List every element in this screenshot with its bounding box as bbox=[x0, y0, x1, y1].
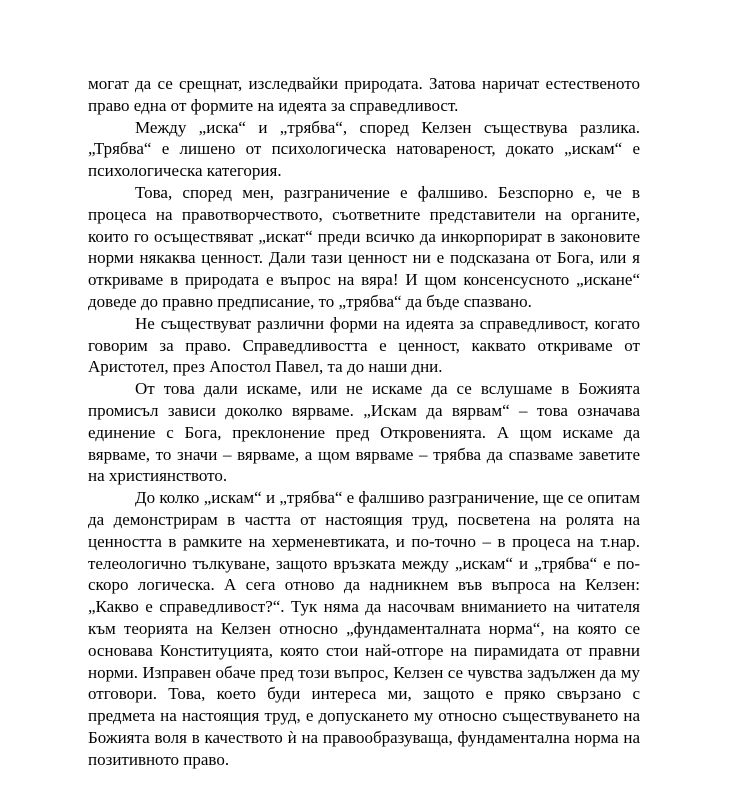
paragraph-3: Това, според мен, разграничение е фалшиво. Безспорно е, че в процеса на правотворчеството, съответните представители на органите, които го осъществяват „искат“ преди всичко да инкорпорират в законовите норми някаква ценност. Дали тази ценност ни е подсказана от Бога, или я откриваме в природата е въпрос на вяра! И щом консенсусното „искане“ доведе до правно предписание, то „трябва“ да бъде спазвано. bbox=[88, 182, 640, 311]
paragraph-4: Не съществуват различни форми на идеята за справедливост, когато говорим за право. Справедливостта е ценност, каквато откриваме от Аристотел, през Апостол Павел, та до наши дни. bbox=[88, 313, 640, 377]
paragraph-6: До колко „искам“ и „трябва“ е фалшиво разграничение, ще се опитам да демонстрирам в частта от настоящия труд, посветена на ролята на ценността в рамките на херменевтиката, и по-точно – в процеса на т.нар. телеологично тълкуване, защото връзката между „искам“ и „трябва“ е по-скоро логическа. А сега отново да надникнем във въпроса на Келзен: „Какво е справедливост?“. Тук няма да насочвам вниманието на читателя към теорията на Келзен относно „фундаменталната норма“, на която се основава Конституцията, която стои най-отгоре на пирамидата от правни норми. Изправен обаче пред този въпрос, Келзен се чувства задължен да му отговори. Това, което буди интереса ми, защото е пряко свързано с предмета на настоящия труд, е допускането му относно съществуването на Божията воля в качеството ѝ на правообразуваща, фундаментална норма на позитивното право. bbox=[88, 488, 640, 769]
paragraph-5: От това дали искаме, или не искаме да се вслушаме в Божията промисъл зависи доколко вярваме. „Искам да вярвам“ – това означава единение с Бога, преклонение пред Откровенията. А щом искаме да вярваме, то значи – вярваме, а щом вярваме – трябва да спазваме заветите на християнството. bbox=[88, 379, 640, 486]
paragraph-2: Между „иска“ и „трябва“, според Келзен съществува разлика. „Трябва“ е лишено от психологическа натовареност, докато „искам“ е психологическа категория. bbox=[88, 117, 640, 181]
paragraph-1: могат да се срещнат, изследвайки природата. Затова наричат естественото право една от формите на идеята за справедливост. bbox=[88, 74, 640, 115]
document-page bbox=[88, 73, 640, 771]
